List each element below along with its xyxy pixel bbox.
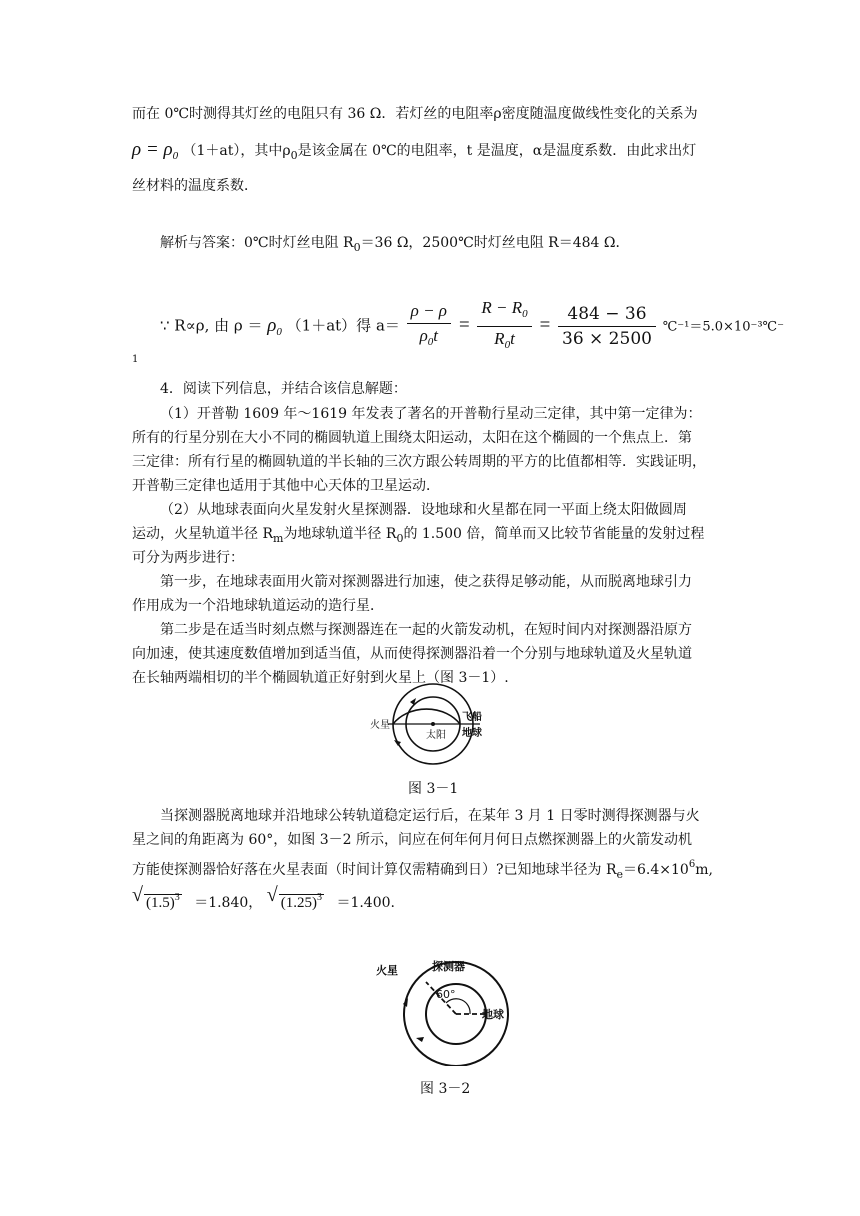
paragraph-line-1: 而在 0℃时测得其灯丝的电阻只有 36 Ω．若灯丝的电阻率ρ密度随温度做线性变化的关系为 (132, 106, 698, 122)
transfer-ellipse (393, 709, 460, 724)
fraction-1: $\frac{\rho - \rho}{\rho_0t}$ (407, 299, 451, 354)
q4-s4-l2: 向加速，使其速度数值增加到适当值，从而使得探测器沿着一个分别与地球轨道及火星轨道 (132, 646, 692, 662)
figure-3-1-caption: 图 3－1 (408, 781, 459, 797)
answer-line: 解析与答案：0℃时灯丝电阻 $R_0=36$ Ω，2500℃时灯丝电阻 R＝484 Ω． (160, 235, 630, 254)
label-angle: 60° (436, 988, 456, 1001)
fraction-3: $\frac{484 - 36}{36 \times 2500}$ (558, 302, 656, 351)
rho-formula: $\rho = \rho_0$ (132, 139, 179, 162)
q4-s1-l3: 三定律：所有行星的椭圆轨道的半长轴的三次方跟公转周期的平方的比值都相等．实践证明， (132, 454, 706, 470)
q4-s2-l2: 运动，火星轨道半径 $R_m$为地球轨道半径 $R_0$的 1.500 倍，简单而又比较节省能量的发射过程 (132, 526, 705, 545)
formula-wrap: 1 (132, 354, 139, 365)
figure-3-2-caption: 图 3－2 (420, 1081, 471, 1097)
root-2: √ $(1.25)^3$ (267, 886, 324, 915)
q4-s4-l3: 在长轴两端相切的半个椭圆轨道正好射到火星上（图 3－1）. (132, 670, 509, 686)
label-ship: 飞船 (462, 712, 482, 723)
figure-3-2 (370, 958, 520, 1066)
paragraph-line-3: 丝材料的温度系数． (132, 178, 258, 194)
q4-s2-l3: 可分为两步进行： (132, 550, 244, 566)
q4-s1-l4: 开普勒三定律也适用于其他中心天体的卫星运动． (132, 478, 440, 494)
q4-s2-l1: （2）从地球表面向火星发射火星探测器．设地球和火星都在同一平面上绕太阳做圆周 (160, 502, 687, 518)
q4-s1-l2: 所有的行星分别在大小不同的椭圆轨道上围绕太阳运动，太阳在这个椭圆的一个焦点上．第 (132, 430, 692, 446)
label-sun: 太阳 (426, 730, 446, 741)
q4-s1-l1: （1）开普勒 1609 年～1619 年发表了著名的开普勒行星动三定律，其中第一定律为： (160, 406, 702, 422)
formula-line: ∵ R∝ρ, 由 $\rho = \rho_0$ （1＋at）得 a＝ $\frac{\rho - \rho}{\rho_0t}$ = $\frac{R - R_0}{R_0t}$ = $\frac{484 - 36}{36 \times 2500}$ ℃⁻¹＝5.0×10⁻³℃⁻ (160, 296, 784, 357)
q4-title: 4．阅读下列信息，并结合该信息解题： (160, 381, 407, 397)
label-mars: 火星 (376, 964, 398, 977)
sun-dot (431, 722, 435, 726)
fraction-2: $\frac{R - R_0}{R_0t}$ (477, 296, 531, 357)
label-mars: 火星 (370, 720, 390, 731)
label-earth: 地球 (462, 728, 482, 739)
label-probe: 探测器 (432, 960, 465, 973)
root-1: √ $(1.5)^3$ (132, 886, 182, 915)
q4b-l2: 星之间的角距离为 60°，如图 3－2 所示，问应在何年何月何日点燃探测器上的火箭发动机 (132, 832, 692, 848)
q4b-l3: 方能使探测器恰好落在火星表面（时间计算仅需精确到日）?已知地球半径为 $R_e=6.4\times 10^6m$, (132, 859, 713, 881)
q4-s4-l1: 第二步是在适当时刻点燃与探测器连在一起的火箭发动机，在短时间内对探测器沿原方 (160, 622, 692, 638)
label-earth: 地球 (482, 1008, 504, 1021)
q4b-l1: 当探测器脱离地球并沿地球公转轨道稳定运行后，在某年 3 月 1 日零时测得探测器与火 (160, 808, 700, 824)
figure-3-1 (368, 676, 498, 766)
paragraph-line-2: $\rho = \rho_0$ （1＋at），其中$\rho_0$是该金属在 0℃的电阻率，t 是温度，α是温度系数．由此求出灯 (132, 139, 697, 162)
q4-s3-l1: 第一步，在地球表面用火箭对探测器进行加速，使之获得足够动能，从而脱离地球引力 (160, 574, 692, 590)
q4b-roots: √ $(1.5)^3 =1.840$， √ $(1.25)^3 =1.400$. (132, 886, 395, 915)
q4-s3-l2: 作用成为一个沿地球轨道运动的造行星． (132, 598, 384, 614)
arrow-icon (416, 1037, 424, 1042)
